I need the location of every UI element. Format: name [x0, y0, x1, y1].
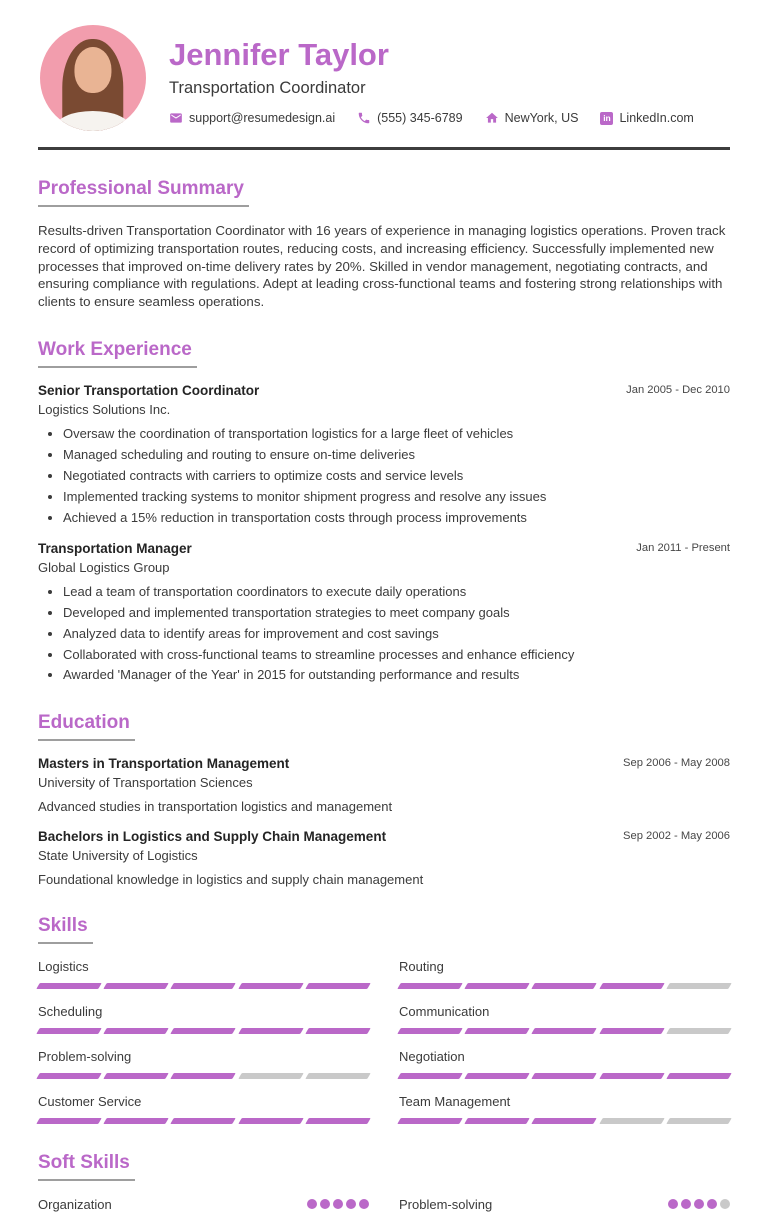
job-dates: Jan 2005 - Dec 2010 — [626, 384, 730, 397]
job-bullet: • Oversaw the coordination of transportation logistics for a large fleet of vehicles — [63, 426, 730, 442]
job-entry-head — [38, 541, 730, 556]
skill-bar-segment — [36, 983, 102, 989]
skill-bar-segment — [238, 1118, 304, 1124]
skill-bar-segment — [464, 1118, 530, 1124]
section-soft-skills — [38, 1152, 730, 1212]
skill-label: Logistics — [38, 958, 89, 974]
summary-heading: Professional Summary — [38, 178, 249, 207]
soft-skill-dot — [694, 1199, 704, 1209]
soft-skill-dot — [359, 1199, 369, 1209]
degree-entry — [38, 829, 730, 887]
linkedin-icon: in — [600, 112, 613, 125]
soft-skill-dot — [320, 1199, 330, 1209]
skill-bar-segment — [666, 1028, 732, 1034]
skill-bar-segment — [103, 1028, 169, 1034]
contact-phone-text: (555) 345-6789 — [377, 111, 463, 126]
soft-skill-item — [399, 1197, 730, 1212]
degree-title: Bachelors in Logistics and Supply Chain Management — [38, 828, 387, 844]
skill-item — [399, 959, 730, 989]
contact-linkedin-text: LinkedIn.com — [619, 111, 694, 126]
job-bullet: • Achieved a 15% reduction in transportation costs through process improvements — [63, 510, 730, 526]
skill-bar — [399, 983, 730, 989]
soft-skill-dot — [681, 1199, 691, 1209]
job-bullet: • Analyzed data to identify areas for improvement and cost savings — [63, 626, 730, 642]
contact-row — [169, 111, 694, 125]
skill-bar-segment — [532, 983, 598, 989]
degree-description: Foundational knowledge in logistics and supply chain management — [38, 871, 424, 887]
skill-label: Customer Service — [38, 1093, 142, 1109]
candidate-title: Transportation Coordinator — [169, 79, 366, 98]
soft-skill-dot — [307, 1199, 317, 1209]
skill-bar-segment — [305, 1118, 371, 1124]
job-company: Logistics Solutions Inc. — [38, 402, 171, 418]
soft-skill-dot — [668, 1199, 678, 1209]
degree-dates: Sep 2006 - May 2008 — [623, 756, 730, 769]
degree-entry — [38, 756, 730, 814]
skill-label: Routing — [399, 958, 444, 974]
skill-bar-segment — [103, 983, 169, 989]
job-bullet: • Negotiated contracts with carriers to optimize costs and service levels — [63, 468, 730, 484]
degree-entry-head — [38, 756, 730, 771]
job-bullet: • Lead a team of transportation coordinators to execute daily operations — [63, 584, 730, 600]
skill-bar-segment — [305, 1028, 371, 1034]
phone-icon — [357, 111, 371, 125]
job-bullet-list — [38, 426, 730, 526]
job-entry — [38, 383, 730, 526]
skill-bar-segment — [599, 983, 665, 989]
skill-label: Team Management — [399, 1093, 511, 1109]
contact-location — [485, 111, 579, 125]
skill-label: Negotiation — [399, 1048, 465, 1064]
home-icon — [485, 111, 499, 125]
skill-bar-segment — [666, 983, 732, 989]
skill-item — [38, 1094, 369, 1124]
degree-school: University of Transportation Sciences — [38, 774, 253, 790]
job-bullet: • Managed scheduling and routing to ensure on-time deliveries — [63, 447, 730, 463]
skill-bar-segment — [397, 1028, 463, 1034]
skill-item — [399, 1049, 730, 1079]
skill-bar — [399, 1118, 730, 1124]
job-bullet: • Awarded 'Manager of the Year' in 2015 for outstanding performance and results — [63, 667, 730, 683]
soft-skill-dot — [707, 1199, 717, 1209]
skill-bar-segment — [599, 1118, 665, 1124]
job-entry-head — [38, 383, 730, 398]
skill-bar-segment — [666, 1118, 732, 1124]
soft-skill-label: Organization — [38, 1196, 112, 1212]
job-bullet: • Developed and implemented transportation strategies to meet company goals — [63, 605, 730, 621]
soft-skills-grid — [38, 1181, 730, 1212]
skill-bar-segment — [238, 1028, 304, 1034]
skill-bar-segment — [171, 1118, 237, 1124]
email-icon — [169, 111, 183, 125]
skill-item — [38, 1049, 369, 1079]
skill-bar-segment — [599, 1028, 665, 1034]
skill-bar-segment — [397, 1118, 463, 1124]
skill-bar — [38, 1118, 369, 1124]
skill-bar-segment — [464, 983, 530, 989]
skill-item — [38, 959, 369, 989]
skill-label: Problem-solving — [38, 1048, 132, 1064]
soft-skill-item — [38, 1197, 369, 1212]
soft-skill-label: Problem-solving — [399, 1196, 493, 1212]
degree-description: Advanced studies in transportation logistics and management — [38, 798, 393, 814]
skill-bar-segment — [464, 1028, 530, 1034]
education-heading: Education — [38, 712, 135, 741]
contact-phone — [357, 111, 462, 125]
job-title-text: Senior Transportation Coordinator — [38, 383, 260, 399]
skill-bar-segment — [171, 1028, 237, 1034]
skill-bar-segment — [171, 983, 237, 989]
skill-bar-segment — [103, 1118, 169, 1124]
job-dates: Jan 2011 - Present — [636, 541, 730, 554]
soft-skill-dot — [333, 1199, 343, 1209]
skills-heading: Skills — [38, 915, 93, 944]
contact-linkedin — [600, 111, 693, 125]
skill-item — [399, 1004, 730, 1034]
skill-bar-segment — [305, 983, 371, 989]
skill-item — [38, 1004, 369, 1034]
job-company: Global Logistics Group — [38, 559, 170, 575]
job-bullet-list — [38, 584, 730, 684]
soft-skill-dot — [720, 1199, 730, 1209]
degree-school: State University of Logistics — [38, 847, 198, 863]
resume-header — [38, 0, 730, 131]
soft-skills-heading: Soft Skills — [38, 1152, 135, 1181]
job-title-text: Transportation Manager — [38, 540, 192, 556]
skill-bar-segment — [238, 983, 304, 989]
skill-bar-segment — [532, 1118, 598, 1124]
skill-label: Scheduling — [38, 1003, 103, 1019]
section-experience — [38, 339, 730, 684]
skill-label: Communication — [399, 1003, 490, 1019]
experience-heading: Work Experience — [38, 339, 197, 368]
soft-skill-dots — [307, 1199, 369, 1209]
job-bullet: • Implemented tracking systems to monitor shipment progress and resolve any issues — [63, 489, 730, 505]
header-divider — [38, 147, 730, 150]
section-skills — [38, 915, 730, 1124]
candidate-name: Jennifer Taylor — [169, 37, 389, 72]
contact-email — [169, 111, 335, 125]
skill-item — [399, 1094, 730, 1124]
skill-bar — [38, 983, 369, 989]
section-education — [38, 712, 730, 887]
section-summary — [38, 178, 730, 311]
header-text — [169, 25, 694, 131]
contact-email-text: support@resumedesign.ai — [189, 111, 336, 126]
degree-title: Masters in Transportation Management — [38, 755, 290, 771]
summary-text: Results-driven Transportation Coordinator with 16 years of experience in managing logistics operations. Proven track record of optimizing transportation routes, reducing costs, and increasing efficiency. Successfully implemented new processes that improved on-time delivery rates by 20%. Skilled in vendor management, negotiating contracts, and ensuring compliance with regulations. Adept at leading cross-functional teams and fostering strong relationships with clients to ensure seamless operations. — [38, 223, 726, 310]
job-entry — [38, 541, 730, 684]
skills-grid — [38, 944, 730, 1124]
skill-bar-segment — [36, 1028, 102, 1034]
soft-skill-dots — [668, 1199, 730, 1209]
skill-bar-segment — [397, 983, 463, 989]
degree-dates: Sep 2002 - May 2006 — [623, 829, 730, 842]
skill-bar-segment — [532, 1028, 598, 1034]
profile-photo — [40, 25, 146, 131]
skill-bar — [38, 1028, 369, 1034]
degree-entry-head — [38, 829, 730, 844]
job-bullet: • Collaborated with cross-functional teams to streamline processes and enhance efficiency — [63, 647, 730, 663]
skill-bar-segment — [36, 1118, 102, 1124]
soft-skill-dot — [346, 1199, 356, 1209]
skill-bar — [399, 1028, 730, 1034]
avatar-face — [74, 47, 111, 93]
contact-location-text: NewYork, US — [504, 111, 579, 126]
